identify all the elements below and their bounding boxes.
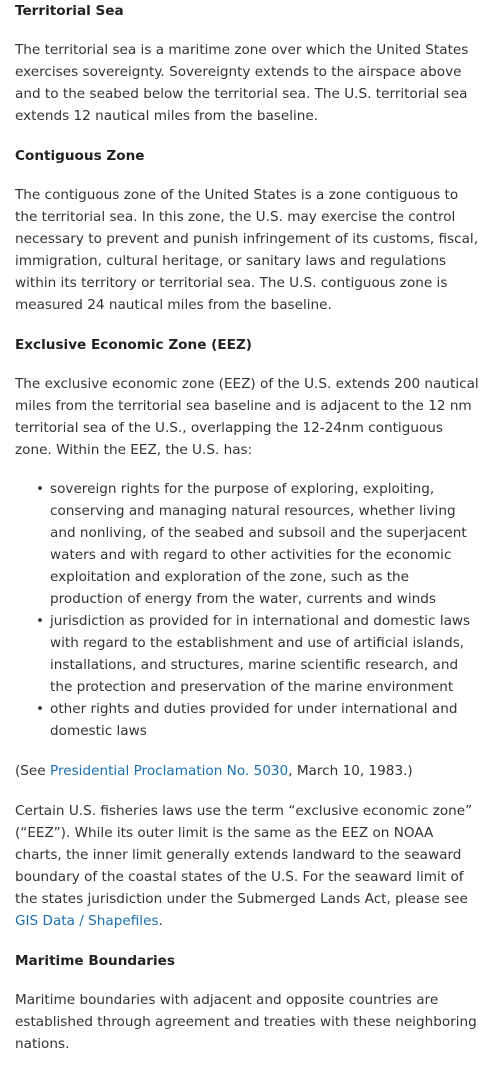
list-item <box>36 698 481 742</box>
list-item-text: sovereign rights for the purpose of exploring, exploiting, conserving and managing natural resources, whether living and nonliving, of the seabed and subsoil and the superjacent waters and with regard to other activities for the economic exploitation and exploration of the zone, such as the production of energy from the water, currents and winds <box>50 481 467 607</box>
reference-suffix: , March 10, 1983.) <box>288 763 413 779</box>
paragraph-eez-intro: The exclusive economic zone (EEZ) of the U.S. extends 200 nautical miles from the territorial sea baseline and is adjacent to the 12 nm territorial sea of the U.S., overlapping the 12-24nm contiguous zone. Within the EEZ, the U.S. has: <box>15 376 479 458</box>
paragraph-maritime-boundaries: Maritime boundaries with adjacent and opposite countries are established through agreement and treaties with these neighboring nations. <box>15 992 477 1052</box>
paragraph-fisheries-eez <box>15 800 481 932</box>
heading-maritime-boundaries: Maritime Boundaries <box>15 953 175 969</box>
heading-eez: Exclusive Economic Zone (EEZ) <box>15 337 253 353</box>
bullet-icon: • <box>36 613 45 629</box>
heading-contiguous-zone: Contiguous Zone <box>15 148 145 164</box>
bullet-icon: • <box>36 701 45 717</box>
eez-rights-list <box>15 478 481 742</box>
bullet-icon: • <box>36 481 45 497</box>
fisheries-suffix: . <box>158 913 163 929</box>
reference-prefix: (See <box>15 763 50 779</box>
paragraph-contiguous-zone: The contiguous zone of the United States is a zone contiguous to the territorial sea. In this zone, the U.S. may exercise the control necessary to prevent and punish infringement of its customs, fiscal, immigration, cultural heritage, or sanitary laws and regulations within its territory or territorial sea. The U.S. contiguous zone is measured 24 nautical miles from the baseline. <box>15 187 479 313</box>
list-item-text: other rights and duties provided for under international and domestic laws <box>50 701 458 739</box>
paragraph-territorial-sea: The territorial sea is a maritime zone over which the United States exercises sovereignty. Sovereignty extends to the airspace above and to the seabed below the territorial sea. The U.S. territorial sea extends 12 nautical miles from the baseline. <box>15 42 469 124</box>
gis-data-shapefiles-link[interactable]: GIS Data / Shapefiles <box>15 913 159 929</box>
list-item <box>36 610 481 698</box>
list-item <box>36 478 481 610</box>
presidential-proclamation-link[interactable]: Presidential Proclamation No. 5030 <box>49 763 289 779</box>
heading-territorial-sea: Territorial Sea <box>15 3 124 19</box>
list-item-text: jurisdiction as provided for in international and domestic laws with regard to the establishment and use of artificial islands, installations, and structures, marine scientific research, and the protection and preservation of the marine environment <box>50 613 471 695</box>
fisheries-text: Certain U.S. fisheries laws use the term “exclusive economic zone” (“EEZ”). While its outer limit is the same as the EEZ on NOAA charts, the inner limit generally extends landward to the seaward boundary of the coastal states of the U.S. For the seaward limit of the states jurisdiction under the Submerged Lands Act, please see <box>15 803 473 907</box>
proclamation-reference <box>15 760 481 782</box>
